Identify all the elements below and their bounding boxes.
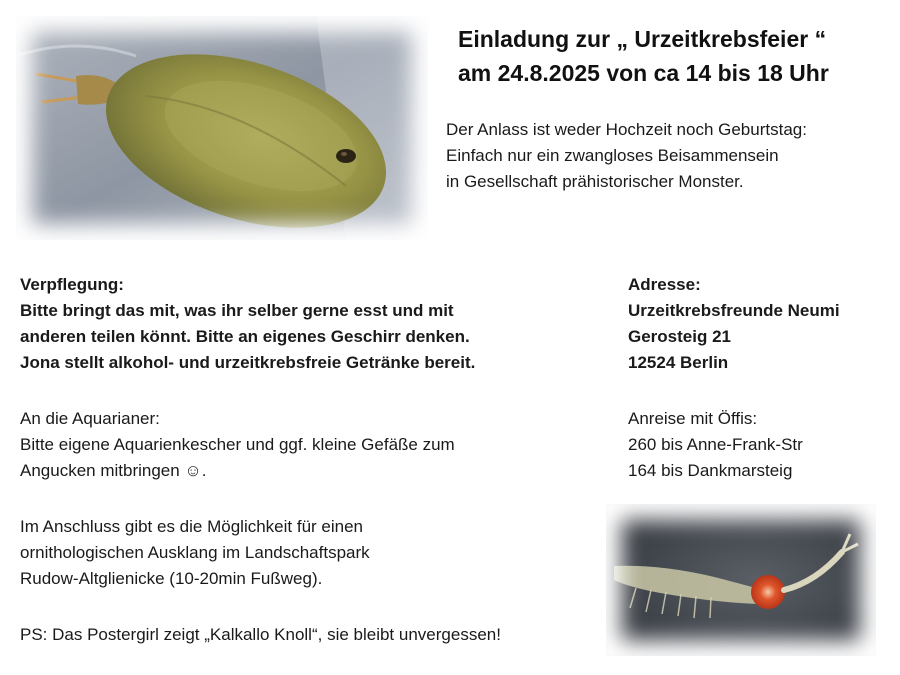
transit-line: 164 bis Dankmarsteig: [628, 461, 793, 480]
address-line: 12524 Berlin: [628, 353, 729, 372]
catering-line: anderen teilen könnt. Bitte an eigenes Geschirr denken.: [20, 327, 470, 346]
transit-heading: Anreise mit Öffis:: [628, 409, 758, 428]
transit-line: 260 bis Anne-Frank-Str: [628, 435, 803, 454]
catering-line: Jona stellt alkohol- und urzeitkrebsfreie Getränke bereit.: [20, 353, 476, 372]
aquarists-line: Bitte eigene Aquarienkescher und ggf. kleine Gefäße zum: [20, 435, 455, 454]
address-section: [628, 272, 898, 376]
triops-photo: [16, 16, 428, 240]
postscript-text: PS: Das Postergirl zeigt „Kalkallo Knoll“, sie bleibt unvergessen!: [20, 625, 501, 644]
afterwards-section: [20, 514, 600, 592]
intro-line: Der Anlass ist weder Hochzeit noch Geburtstag:: [446, 120, 807, 139]
address-heading: Adresse:: [628, 275, 701, 294]
catering-heading: Verpflegung:: [20, 275, 124, 294]
intro-text: [446, 117, 896, 195]
afterwards-line: ornithologischen Ausklang im Landschaftspark: [20, 543, 370, 562]
fairy-shrimp-photo: [606, 504, 876, 656]
afterwards-line: Im Anschluss gibt es die Möglichkeit für einen: [20, 517, 364, 536]
catering-section: [20, 272, 600, 376]
invitation-title: [458, 22, 888, 90]
transit-section: [628, 406, 898, 484]
aquarists-line: Angucken mitbringen ☺.: [20, 461, 207, 480]
catering-line: Bitte bringt das mit, was ihr selber gerne esst und mit: [20, 301, 454, 320]
address-line: Urzeitkrebsfreunde Neumi: [628, 301, 840, 320]
intro-line: in Gesellschaft prähistorischer Monster.: [446, 172, 744, 191]
title-line-2: am 24.8.2025 von ca 14 bis 18 Uhr: [458, 60, 829, 86]
address-line: Gerosteig 21: [628, 327, 731, 346]
title-line-1: Einladung zur „ Urzeitkrebsfeier “: [458, 26, 827, 52]
intro-line: Einfach nur ein zwangloses Beisammensein: [446, 146, 779, 165]
aquarists-heading: An die Aquarianer:: [20, 409, 160, 428]
postscript: [20, 622, 620, 648]
aquarists-section: [20, 406, 600, 484]
afterwards-line: Rudow-Altglienicke (10-20min Fußweg).: [20, 569, 323, 588]
